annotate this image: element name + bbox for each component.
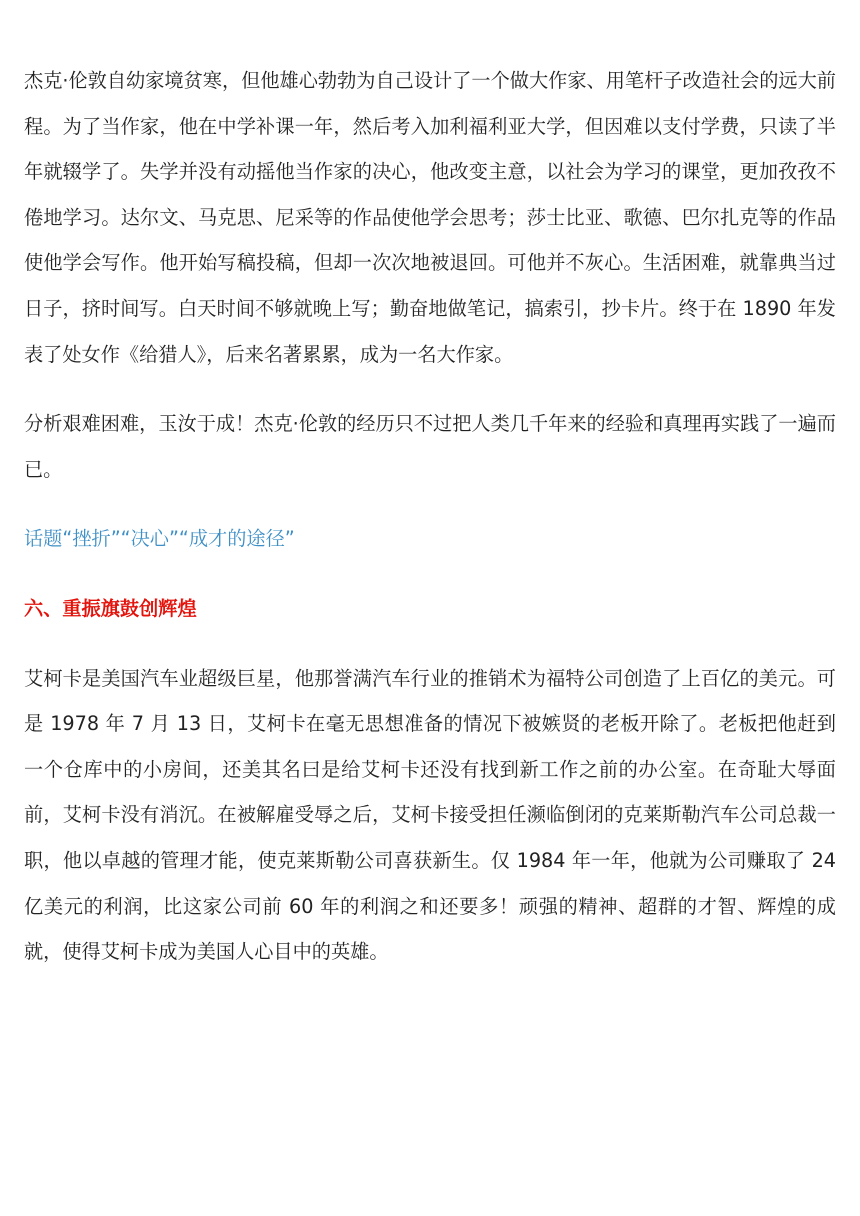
section-heading: 六、重振旗鼓创辉煌 — [24, 596, 197, 620]
paragraph-jack-london-analysis: 分析艰难困难，玉汝于成！杰克·伦敦的经历只不过把人类几千年来的经验和真理再实践了一遍而已。 — [24, 412, 836, 481]
topic-line: 话题“挫折”“决心”“成才的途径” — [24, 527, 295, 551]
paragraph-iacocca-story: 艾柯卡是美国汽车业超级巨星，他那誉满汽车行业的推销术为福特公司创造了上百亿的美元。可是 1978 年 7 月 13 日，艾柯卡在毫无思想准备的情况下被嫉贤的老板开除了。老板把他赶到一个仓库中的小房间，还美其名曰是给艾柯卡还没有找到新工作之前的办公室。在奇耻大辱面前，艾柯卡没有消沉。在被解雇受辱之后，艾柯卡接受担任濒临倒闭的克莱斯勒汽车公司总裁一职，他以卓越的管理才能，使克莱斯勒公司喜获新生。仅 1984 年一年，他就为公司赚取了 24 亿美元的利润，比这家公司前 60 年的利润之和还要多！顽强的精神、超群的才智、辉煌的成就，使得艾柯卡成为美国人心目中的英雄。 — [24, 666, 836, 964]
paragraph-jack-london-story: 杰克·伦敦自幼家境贫寒，但他雄心勃勃为自己设计了一个做大作家、用笔杆子改造社会的远大前程。为了当作家，他在中学补课一年，然后考入加利福利亚大学，但因难以支付学费，只读了半年就辍学了。失学并没有动摇他当作家的决心，他改变主意，以社会为学习的课堂，更加孜孜不倦地学习。达尔文、马克思、尼采等的作品使他学会思考；莎士比亚、歌德、巴尔扎克等的作品使他学会写作。他开始写稿投稿，但却一次次地被退回。可他并不灰心。生活困难，就靠典当过日子，挤时间写。白天时间不够就晚上写；勤奋地做笔记，搞索引，抄卡片。终于在 1890 年发表了处女作《给猎人》，后来名著累累，成为一名大作家。 — [24, 69, 836, 366]
